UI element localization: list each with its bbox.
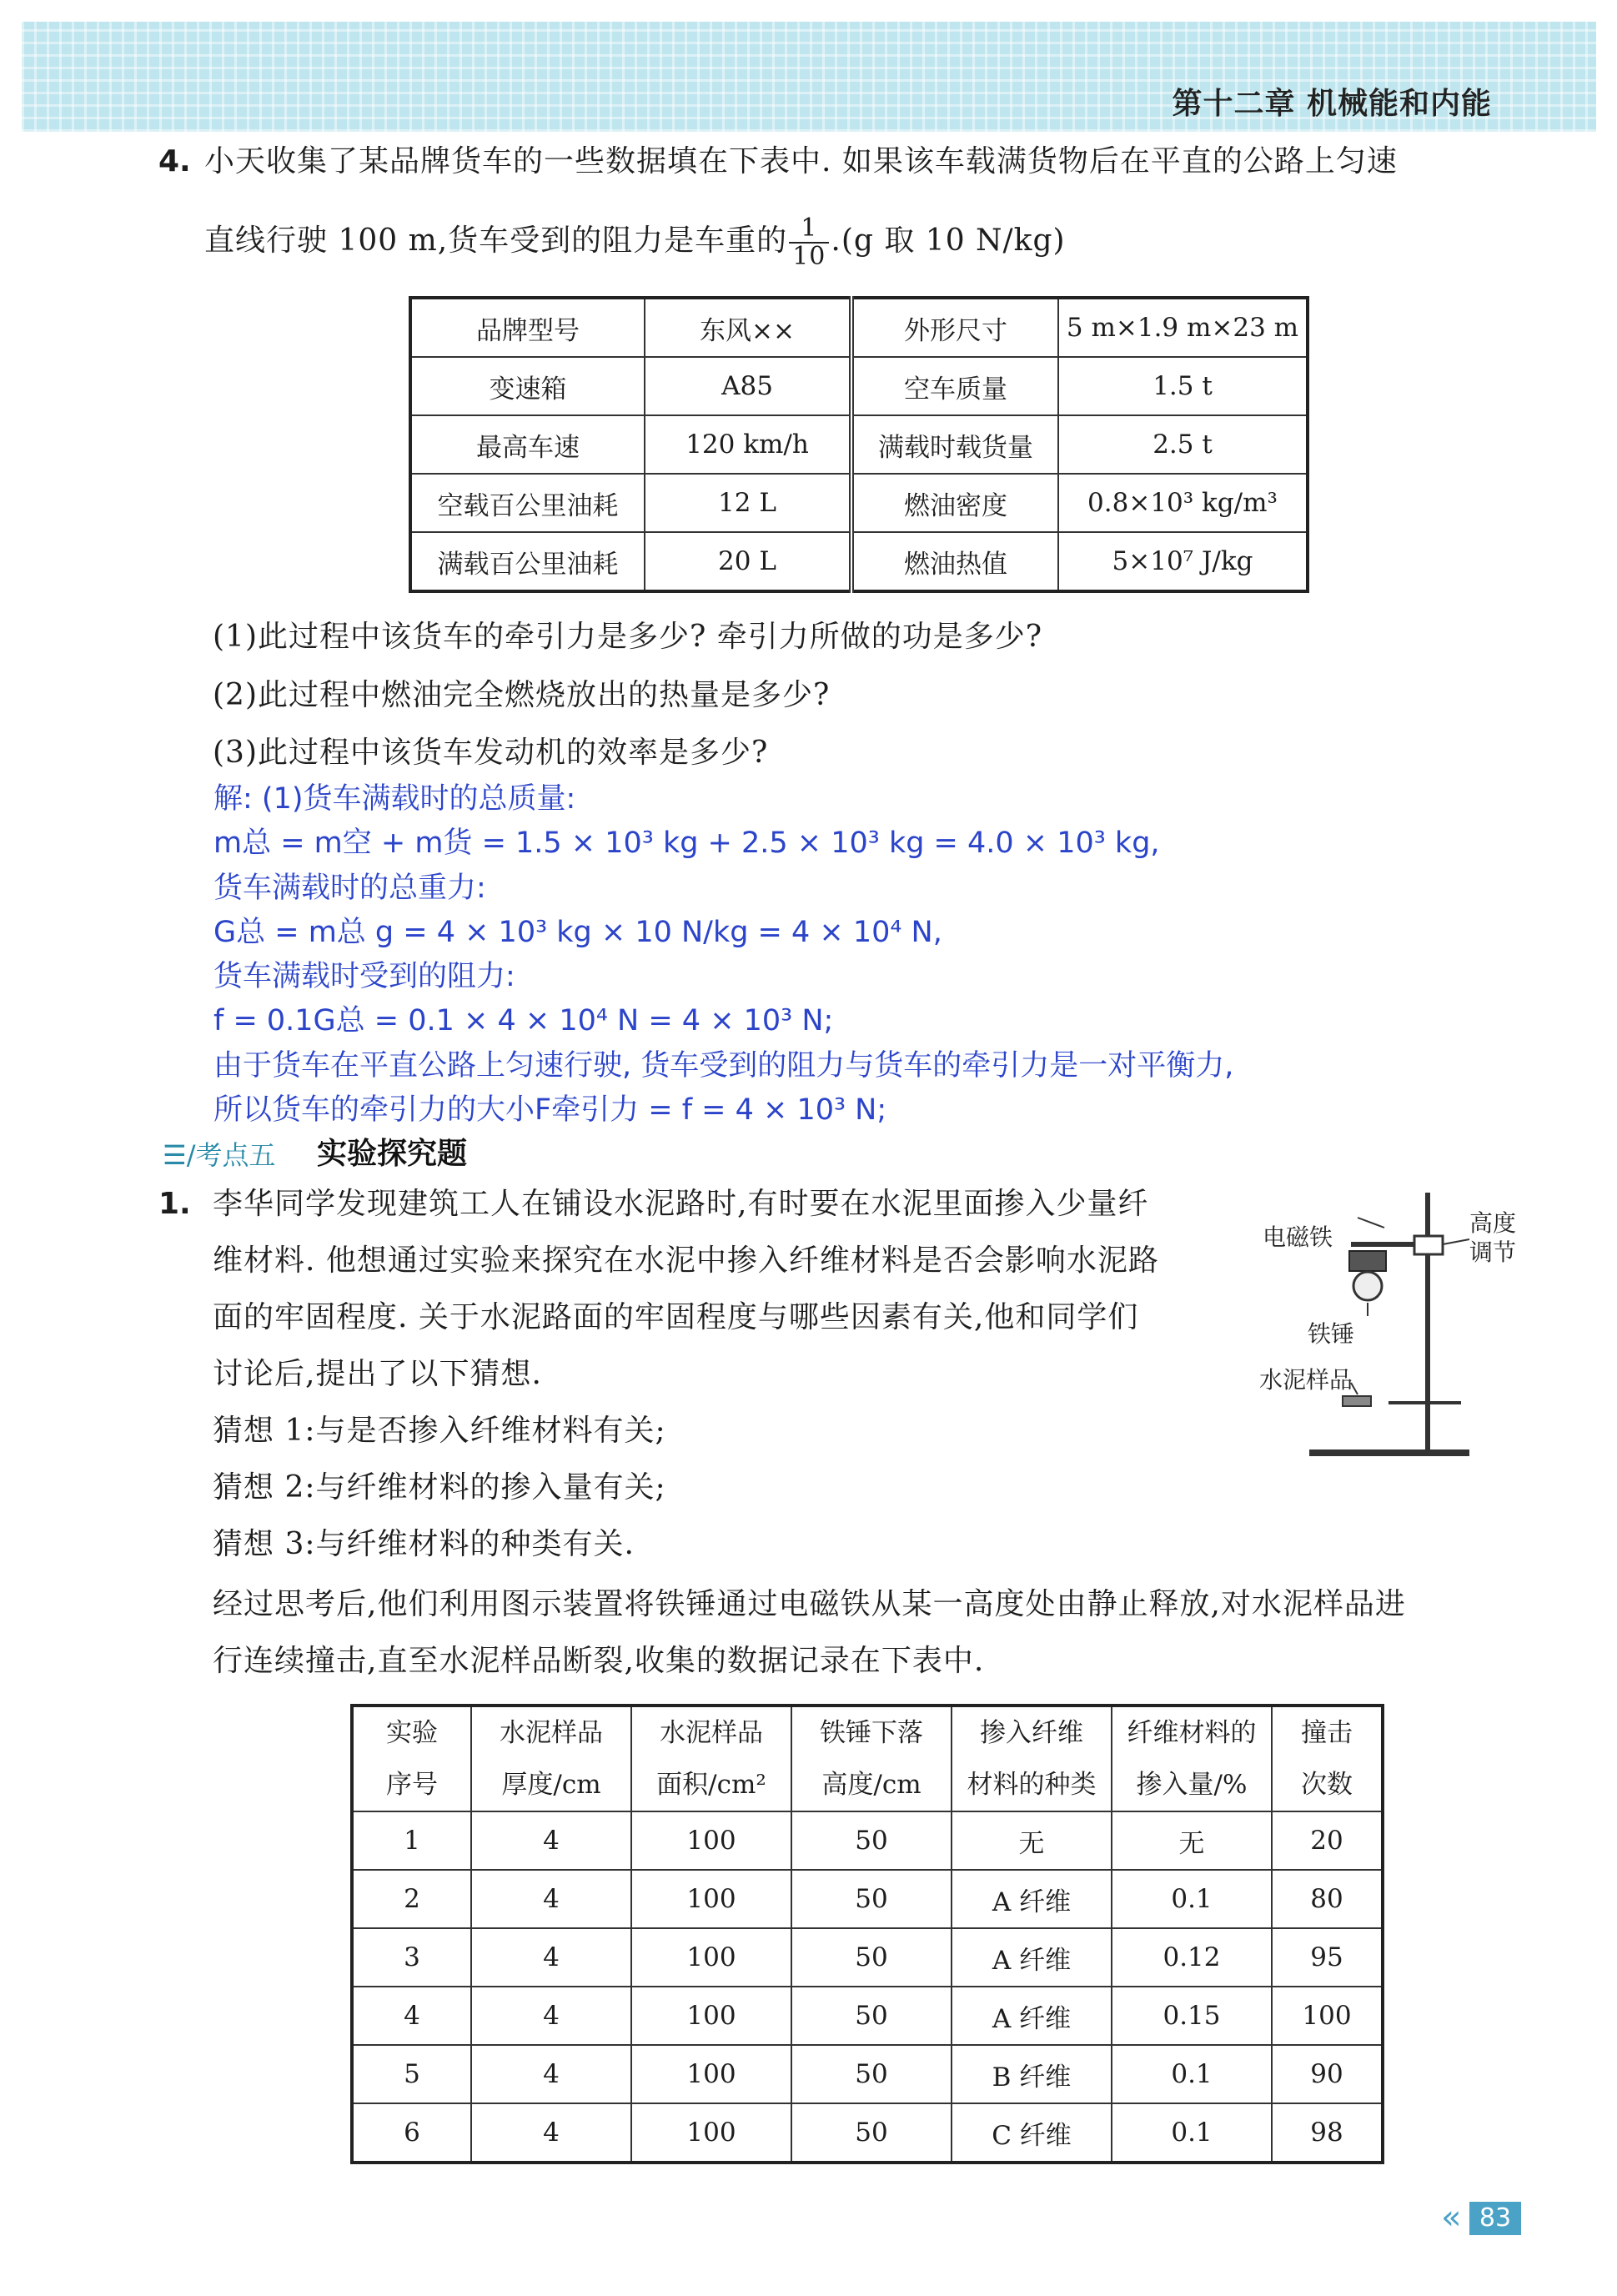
table-cell: 0.1 — [1112, 2045, 1272, 2103]
table-cell: 最高车速 — [410, 415, 645, 474]
table-cell: 100 — [631, 2045, 791, 2103]
table-header-cell: 材料的种类 — [952, 1759, 1112, 1811]
solution-line-8: 所以货车的牵引力的大小F牵引力 = f = 4 × 10³ N; — [213, 1093, 887, 1127]
label-electromagnet: 电磁铁 — [1263, 1223, 1333, 1251]
table-row — [352, 1811, 1383, 1870]
solution-line-5: 货车满载时受到的阻力: — [213, 960, 515, 993]
experiment-table — [350, 1704, 1384, 2164]
solution-line-1: 解: (1)货车满载时的总质量: — [213, 782, 576, 816]
question-4-line2 — [204, 215, 1066, 270]
solution-line-6: f = 0.1G总 = 0.1 × 4 × 10⁴ N = 4 × 10³ N; — [213, 1004, 834, 1037]
table-cell: 4 — [471, 2045, 631, 2103]
table-cell: 1 — [352, 1811, 471, 1870]
solution-line-4: G总 = m总 g = 4 × 10³ kg × 10 N/kg = 4 × 10⁴ N, — [213, 916, 942, 949]
table-cell: 外形尺寸 — [851, 298, 1058, 357]
table-cell: 90 — [1272, 2045, 1383, 2103]
table-header-cell: 水泥样品 — [631, 1706, 791, 1759]
page-number: 83 — [1469, 2202, 1521, 2235]
question-4-number: 4. — [158, 144, 191, 178]
question-1-line4: 讨论后,提出了以下猜想. — [213, 1357, 542, 1391]
section-tag-label: 考点五 — [195, 1139, 276, 1171]
table-header-row — [352, 1706, 1383, 1759]
solution-line-3: 货车满载时的总重力: — [213, 872, 486, 905]
table-cell: 2 — [352, 1870, 471, 1928]
sub-question-3: (3)此过程中该货车发动机的效率是多少? — [213, 736, 769, 770]
table-cell: 燃油热值 — [851, 532, 1058, 591]
question-1-line2: 维材料. 他想通过实验来探究在水泥中掺入纤维材料是否会影响水泥路 — [213, 1243, 1159, 1278]
table-header-cell: 厚度/cm — [471, 1759, 631, 1811]
table-row — [352, 2045, 1383, 2103]
table-cell: 3 — [352, 1928, 471, 1987]
table-cell: 满载百公里油耗 — [410, 532, 645, 591]
question-1-line3: 面的牢固程度. 关于水泥路面的牢固程度与哪些因素有关,他和同学们 — [213, 1300, 1139, 1334]
table-cell: 1.5 t — [1058, 357, 1308, 415]
table-header-cell: 撞击 — [1272, 1706, 1383, 1759]
table-cell: 20 — [1272, 1811, 1383, 1870]
question-4-line2-pre: 直线行驶 100 m,货车受到的阻力是车重的 — [204, 224, 788, 258]
table-cell: 4 — [352, 1987, 471, 2045]
table-header-cell: 高度/cm — [791, 1759, 952, 1811]
label-hammer: 铁锤 — [1308, 1320, 1355, 1348]
solution-line-2: m总 = m空 + m货 = 1.5 × 10³ kg + 2.5 × 10³ kg = 4.0 × 10³ kg, — [213, 826, 1160, 860]
table-cell: A85 — [645, 357, 851, 415]
table-cell: 0.1 — [1112, 2103, 1272, 2163]
table-cell: 空载百公里油耗 — [410, 474, 645, 532]
table-cell: 100 — [631, 1987, 791, 2045]
table-header-cell: 面积/cm² — [631, 1759, 791, 1811]
table-row — [410, 298, 1308, 357]
table-row — [352, 1870, 1383, 1928]
table-cell: 100 — [631, 1811, 791, 1870]
table-cell: 100 — [631, 2103, 791, 2163]
table-row — [410, 532, 1308, 591]
table-header-cell: 铁锤下落 — [791, 1706, 952, 1759]
section-title: 实验探究题 — [317, 1137, 468, 1171]
table-cell: A 纤维 — [952, 1987, 1112, 2045]
table-cell: 120 km/h — [645, 415, 851, 474]
table-cell: 50 — [791, 1928, 952, 1987]
table-cell: 4 — [471, 1928, 631, 1987]
table-row — [410, 415, 1308, 474]
table-cell: 80 — [1272, 1870, 1383, 1928]
table-cell: 空车质量 — [851, 357, 1058, 415]
table-cell: 4 — [471, 1987, 631, 2045]
table-header-cell: 掺入纤维 — [952, 1706, 1112, 1759]
fraction — [789, 215, 829, 270]
table-row — [410, 357, 1308, 415]
table-cell: 100 — [631, 1928, 791, 1987]
height-clamp — [1414, 1236, 1443, 1254]
table-cell: 变速箱 — [410, 357, 645, 415]
table-cell: 无 — [952, 1811, 1112, 1870]
table-cell: 0.8×10³ kg/m³ — [1058, 474, 1308, 532]
truck-data-table — [409, 296, 1309, 593]
label-sample: 水泥样品 — [1259, 1366, 1353, 1394]
table-header-cell: 掺入量/% — [1112, 1759, 1272, 1811]
table-cell: 燃油密度 — [851, 474, 1058, 532]
table-cell: 4 — [471, 1870, 631, 1928]
table-cell: 98 — [1272, 2103, 1383, 2163]
table-cell: 12 L — [645, 474, 851, 532]
table-cell: 2.5 t — [1058, 415, 1308, 474]
table-cell: 4 — [471, 2103, 631, 2163]
table-cell: 6 — [352, 2103, 471, 2163]
hammer-icon — [1353, 1272, 1382, 1300]
table-cell: 95 — [1272, 1928, 1383, 1987]
fraction-denominator: 10 — [792, 242, 826, 271]
table-cell: 0.1 — [1112, 1870, 1272, 1928]
table-cell: B 纤维 — [952, 2045, 1112, 2103]
table-cell: 无 — [1112, 1811, 1272, 1870]
table-header-cell: 序号 — [352, 1759, 471, 1811]
table-cell: 0.12 — [1112, 1928, 1272, 1987]
table-row — [410, 474, 1308, 532]
question-1-number: 1. — [158, 1187, 191, 1221]
table-cell: 4 — [471, 1811, 631, 1870]
label-height-2: 调节 — [1469, 1238, 1517, 1266]
question-1-after1: 经过思考后,他们利用图示装置将铁锤通过电磁铁从某一高度处由静止释放,对水泥样品进 — [213, 1587, 1406, 1621]
table-cell: 50 — [791, 1870, 952, 1928]
table-cell: 50 — [791, 1811, 952, 1870]
sub-question-1: (1)此过程中该货车的牵引力是多少? 牵引力所做的功是多少? — [213, 620, 1043, 654]
question-1-line1: 李华同学发现建筑工人在铺设水泥路时,有时要在水泥里面掺入少量纤 — [213, 1187, 1149, 1221]
table-cell: A 纤维 — [952, 1928, 1112, 1987]
table-header-cell: 次数 — [1272, 1759, 1383, 1811]
table-cell: 50 — [791, 2103, 952, 2163]
guess-1: 猜想 1:与是否掺入纤维材料有关; — [213, 1414, 666, 1448]
question-4-line1: 小天收集了某品牌货车的一些数据填在下表中. 如果该车载满货物后在平直的公路上匀速 — [204, 144, 1398, 178]
table-cell: 5×10⁷ J/kg — [1058, 532, 1308, 591]
table-cell: 100 — [1272, 1987, 1383, 2045]
guess-3: 猜想 3:与纤维材料的种类有关. — [213, 1527, 635, 1561]
guess-2: 猜想 2:与纤维材料的掺入量有关; — [213, 1470, 666, 1505]
page-arrow-icon: « — [1441, 2198, 1462, 2237]
table-cell: 50 — [791, 2045, 952, 2103]
table-cell: 0.15 — [1112, 1987, 1272, 2045]
table-cell: 50 — [791, 1987, 952, 2045]
section-icon: ☰/ — [163, 1139, 196, 1171]
table-header-cell: 水泥样品 — [471, 1706, 631, 1759]
table-row — [352, 2103, 1383, 2163]
section-tag — [163, 1134, 275, 1173]
table-cell: A 纤维 — [952, 1870, 1112, 1928]
table-cell: 东风×× — [645, 298, 851, 357]
chapter-title: 第十二章 机械能和内能 — [1172, 87, 1492, 121]
table-cell: 100 — [631, 1870, 791, 1928]
solution-line-7: 由于货车在平直公路上匀速行驶, 货车受到的阻力与货车的牵引力是一对平衡力, — [213, 1049, 1234, 1083]
table-header-row — [352, 1759, 1383, 1811]
question-1-after2: 行连续撞击,直至水泥样品断裂,收集的数据记录在下表中. — [213, 1644, 985, 1678]
table-cell: 品牌型号 — [410, 298, 645, 357]
sample-icon — [1343, 1396, 1371, 1406]
electromagnet-icon — [1349, 1251, 1386, 1271]
question-4-line2-post: .(g 取 10 N/kg) — [831, 224, 1066, 258]
table-cell: C 纤维 — [952, 2103, 1112, 2163]
table-header-cell: 纤维材料的 — [1112, 1706, 1272, 1759]
table-cell: 5 — [352, 2045, 471, 2103]
label-height-1: 高度 — [1469, 1209, 1517, 1237]
table-row — [352, 1928, 1383, 1987]
sub-question-2: (2)此过程中燃油完全燃烧放出的热量是多少? — [213, 678, 831, 712]
table-header-cell: 实验 — [352, 1706, 471, 1759]
fraction-numerator: 1 — [789, 215, 829, 244]
table-cell: 20 L — [645, 532, 851, 591]
table-cell: 满载时载货量 — [851, 415, 1058, 474]
table-row — [352, 1987, 1383, 2045]
table-cell: 5 m×1.9 m×23 m — [1058, 298, 1308, 357]
